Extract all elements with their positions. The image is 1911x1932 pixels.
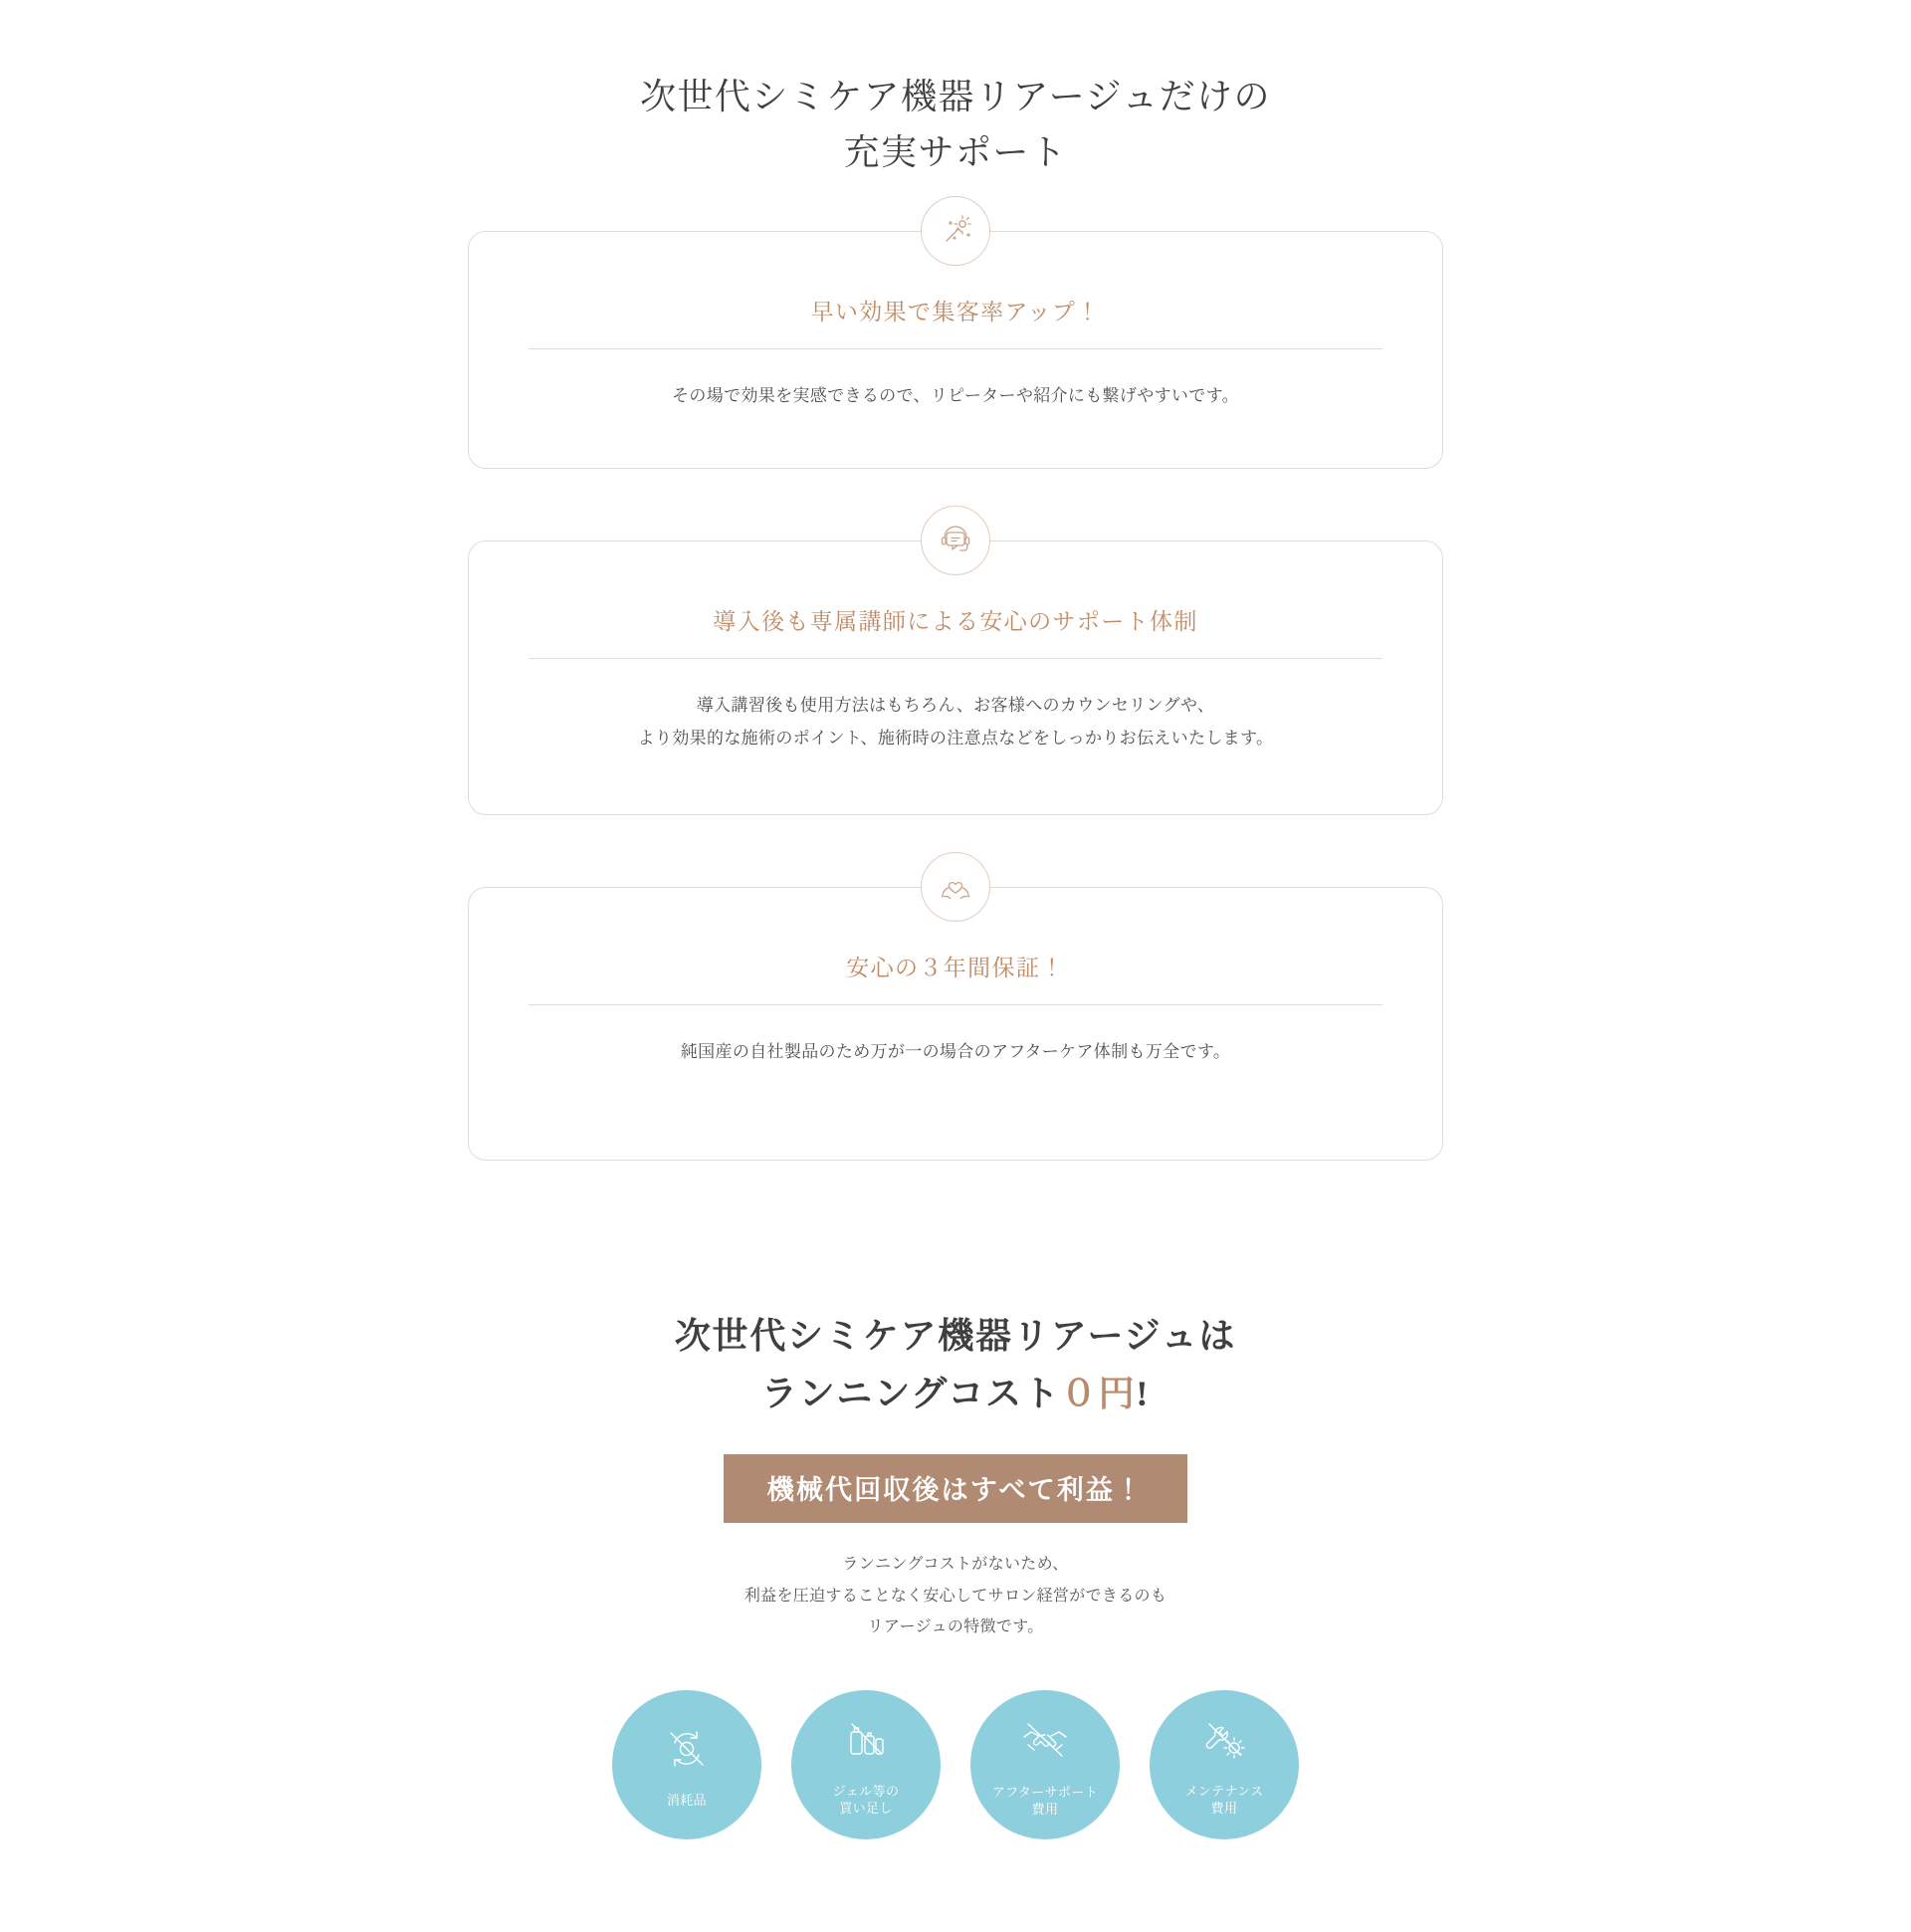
- support-card-text-2: 導入講習後も使用方法はもちろん、お客様へのカウンセリングや、 より効果的な施術のポイント、施術時の注意点などをしっかりお伝えいたします。: [637, 695, 1274, 748]
- no-maintenance-fee-icon: [1196, 1712, 1252, 1773]
- support-heading-line2: 充実サポート: [843, 131, 1068, 172]
- zero-cost-item-aftersupport: [970, 1690, 1120, 1839]
- magic-wand-sparkle-icon: [921, 196, 990, 266]
- divider: [529, 348, 1382, 349]
- divider: [529, 658, 1382, 659]
- zero-cost-label-gel: ジェル等の 買い足し: [832, 1783, 900, 1817]
- running-cost-section: [0, 1308, 1911, 1839]
- divider: [529, 1004, 1382, 1005]
- hands-heart-icon: [921, 852, 990, 922]
- support-card-body-1: [468, 231, 1443, 469]
- support-card-title-2: 導入後も専属講師による安心のサポート体制: [713, 608, 1198, 634]
- zero-cost-item-maintenance: [1150, 1690, 1299, 1839]
- zero-cost-label-aftersupport: アフターサポート 費用: [991, 1784, 1099, 1818]
- support-card-2: [468, 540, 1443, 815]
- support-card-1: [468, 231, 1443, 469]
- zero-cost-label-maintenance: メンテナンス 費用: [1184, 1783, 1264, 1817]
- support-card-body-3: [468, 887, 1443, 1161]
- no-aftersupport-fee-icon: [1016, 1711, 1074, 1774]
- support-card-title-3: 安心の３年間保証！: [846, 956, 1065, 981]
- support-card-title-1: 早い効果で集客率アップ！: [810, 299, 1101, 324]
- running-cost-text: ランニングコストがないため、 利益を圧迫することなく安心してサロン経営ができるのも リアージュの特徴です。: [743, 1556, 1168, 1635]
- running-cost-heading: [0, 1308, 1911, 1422]
- support-card-body-2: [468, 540, 1443, 815]
- zero-cost-item-gel: [791, 1690, 941, 1839]
- support-card-3: [468, 887, 1443, 1161]
- running-cost-heading-accent: ０円: [1060, 1373, 1137, 1413]
- headset-support-icon: [921, 506, 990, 575]
- zero-cost-item-consumables: [612, 1690, 761, 1839]
- support-heading: [0, 70, 1911, 181]
- support-card-text-3: 純国産の自社製品のため万が一の場合のアフターケア体制も万全です。: [680, 1042, 1231, 1062]
- running-cost-heading-line1: 次世代シミケア機器リアージュは: [674, 1316, 1237, 1357]
- zero-cost-item-list: [0, 1690, 1911, 1839]
- no-gel-refill-icon: [838, 1712, 894, 1773]
- no-consumables-icon: [659, 1721, 715, 1782]
- running-cost-heading-line2-pre: ランニングコスト: [760, 1373, 1061, 1413]
- support-heading-line1: 次世代シミケア機器リアージュだけの: [640, 77, 1271, 116]
- running-cost-heading-line2-post: !: [1136, 1373, 1151, 1413]
- support-card-text-1: その場で効果を実感できるので、リピーターや紹介にも繋げやすいです。: [672, 385, 1239, 405]
- support-card-list: [468, 181, 1443, 1162]
- profit-ribbon: 機械代回収後はすべて利益！: [724, 1454, 1188, 1523]
- zero-cost-label-consumables: 消耗品: [666, 1792, 708, 1808]
